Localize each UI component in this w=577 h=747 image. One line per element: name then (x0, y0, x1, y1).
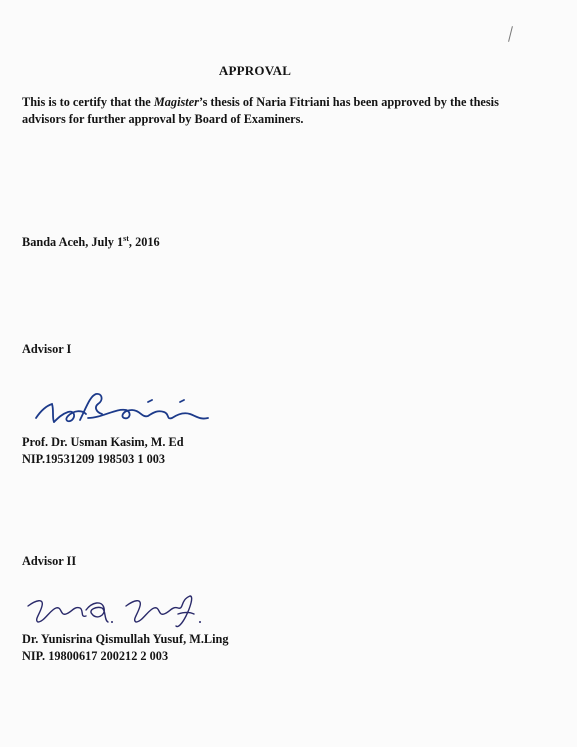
cert-italic: Magister (153, 95, 199, 109)
advisor-1-label: Advisor I (22, 342, 72, 356)
date-suffix: , 2016 (128, 235, 160, 249)
advisor-2-label: Advisor II (22, 554, 77, 568)
advisor-2-nip: NIP. 19800617 200212 2 003 (22, 649, 169, 663)
advisor-1-name: Prof. Dr. Usman Kasim, M. Ed (22, 435, 184, 449)
pen-mark (508, 26, 513, 42)
cert-suffix: ’s thesis of Naria Fitriani has been approved by the thesis advisors for further approval by Board of Examiners. (22, 95, 499, 126)
date-ordinal: st (123, 233, 129, 243)
page-title: APPROVAL (218, 63, 292, 78)
advisor-1-nip: NIP.19531209 198503 1 003 (22, 452, 166, 466)
advisor-2-signature (22, 592, 212, 632)
certification-statement (22, 94, 542, 128)
advisor-1-signature (30, 388, 220, 438)
advisor-2-block (22, 631, 229, 665)
advisor-1-block (22, 434, 184, 468)
date-prefix: Banda Aceh, July 1 (22, 235, 124, 249)
advisor-2-name: Dr. Yunisrina Qismullah Yusuf, M.Ling (22, 632, 229, 646)
place-date (22, 235, 160, 250)
cert-prefix: This is to certify that the (22, 95, 154, 109)
